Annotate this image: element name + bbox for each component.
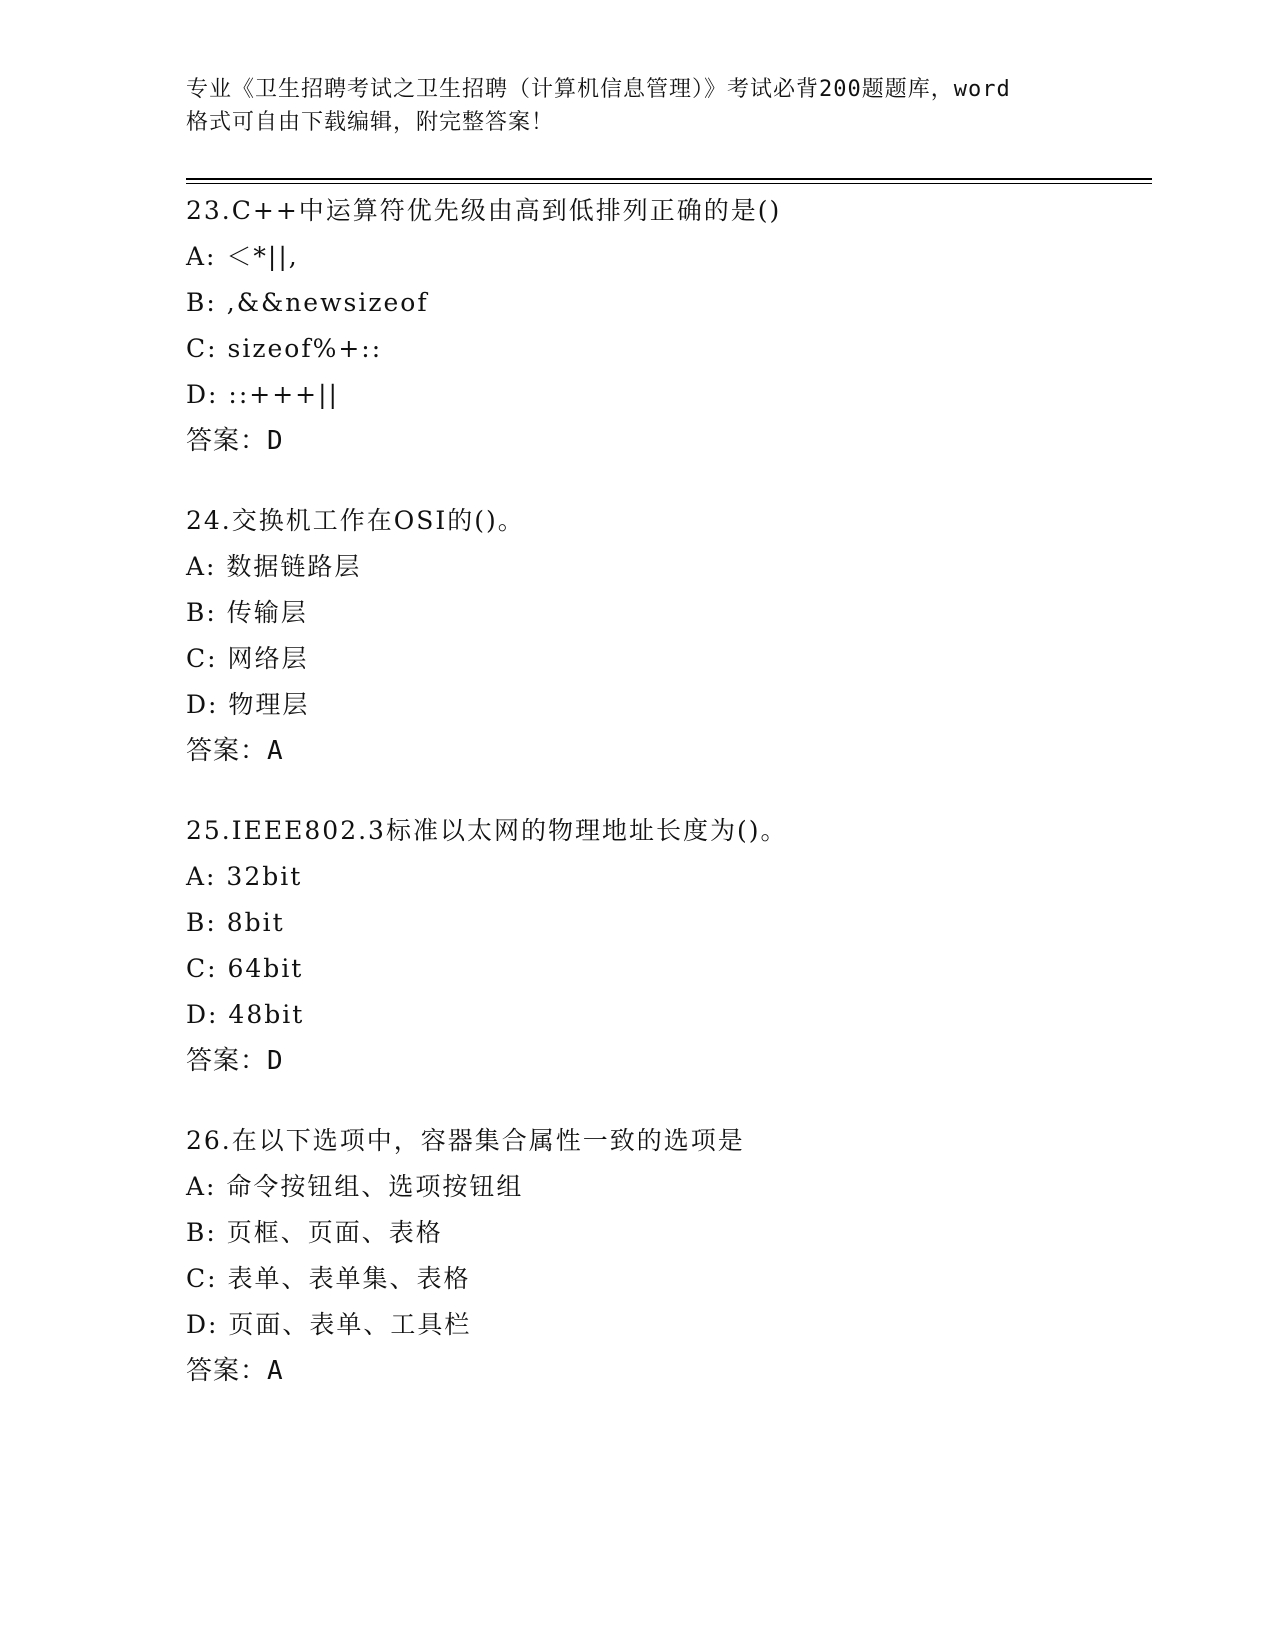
option-a: A: 命令按钮组、选项按钮组 (186, 1172, 524, 1201)
option-d: D: ::+++|| (186, 380, 339, 409)
option-d: D: 物理层 (186, 690, 310, 719)
option-b: B: 传输层 (186, 598, 308, 627)
option-b: B: ,&&newsizeof (186, 288, 429, 317)
question-25 (186, 808, 1152, 1084)
header-line-1: 专业《卫生招聘考试之卫生招聘（计算机信息管理）》考试必背200题题库，word (186, 77, 1011, 102)
question-stem: 25.IEEE802.3标准以太网的物理地址长度为()。 (186, 816, 788, 845)
question-stem: 24.交换机工作在OSI的()。 (186, 506, 525, 535)
option-b: B: 页框、页面、表格 (186, 1218, 443, 1247)
question-26 (186, 1118, 1152, 1394)
question-stem: 23.C++中运算符优先级由高到低排列正确的是() (186, 196, 782, 225)
question-stem: 26.在以下选项中，容器集合属性一致的选项是 (186, 1126, 745, 1155)
question-23 (186, 188, 1152, 464)
option-d: D: 页面、表单、工具栏 (186, 1310, 472, 1339)
option-c: C: 网络层 (186, 644, 309, 673)
header-divider (186, 178, 1152, 184)
option-b: B: 8bit (186, 908, 285, 937)
question-list (186, 188, 1152, 1428)
option-a: A: 32bit (186, 862, 303, 891)
header-line-2: 格式可自由下载编辑，附完整答案！ (186, 110, 555, 135)
answer-label: 答案：D (186, 1046, 284, 1076)
document-header (186, 73, 1086, 139)
answer-label: 答案：A (186, 1356, 284, 1386)
answer-label: 答案：D (186, 426, 284, 456)
option-a: A: ＜*||, (186, 242, 299, 271)
answer-label: 答案：A (186, 736, 284, 766)
option-c: C: 64bit (186, 954, 304, 983)
option-d: D: 48bit (186, 1000, 305, 1029)
option-c: C: sizeof%+:: (186, 334, 383, 363)
question-24 (186, 498, 1152, 774)
option-c: C: 表单、表单集、表格 (186, 1264, 471, 1293)
option-a: A: 数据链路层 (186, 552, 362, 581)
